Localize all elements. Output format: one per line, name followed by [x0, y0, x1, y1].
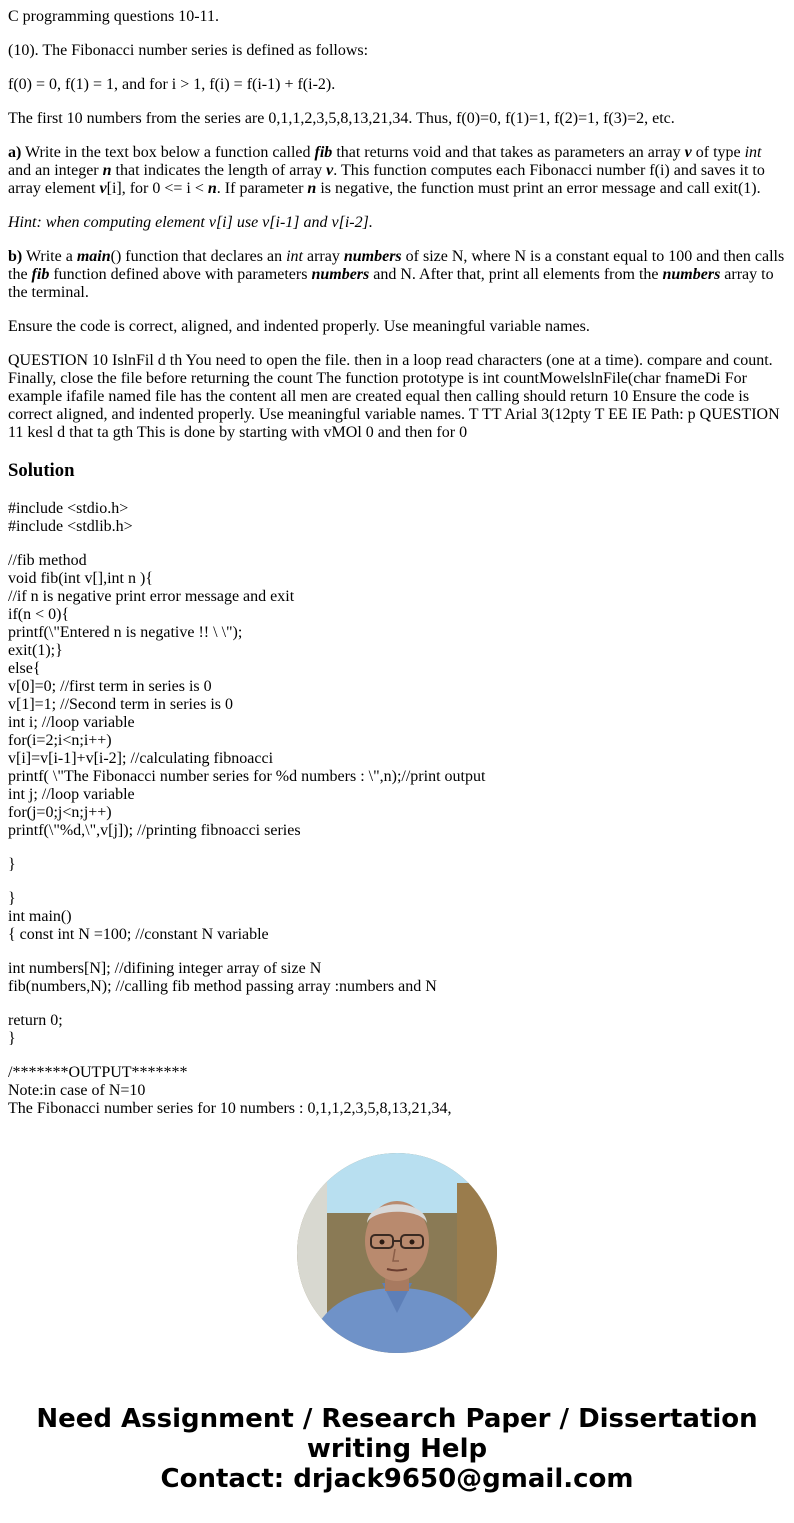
code-line: exit(1);}	[8, 642, 63, 659]
avatar	[297, 1153, 497, 1353]
question-intro: (10). The Fibonacci number series is defined as follows:	[8, 42, 369, 59]
code-line: }	[8, 856, 16, 873]
avatar-portrait-icon	[297, 1153, 497, 1353]
v-term: v	[326, 162, 334, 179]
ensure-paragraph: Ensure the code is correct, aligned, and indented properly. Use meaningful variable names.	[8, 318, 590, 335]
main-term: main	[76, 248, 111, 265]
part-a-text: that indicates the length of array	[111, 162, 327, 179]
code-line: The Fibonacci number series for 10 numbers : 0,1,1,2,3,5,8,13,21,34,	[8, 1100, 452, 1117]
code-line: printf( \"The Fibonacci number series for %d numbers : \",n);//print output	[8, 768, 486, 785]
hint-paragraph	[8, 214, 786, 232]
part-b-text: Write a	[22, 248, 77, 265]
code-line: for(j=0;j<n;j++)	[8, 804, 112, 821]
part-a-label: a)	[8, 144, 22, 161]
code-line: }	[8, 890, 16, 907]
part-b-text: array to the terminal.	[8, 266, 774, 301]
first-ten-numbers: The first 10 numbers from the series are 0,1,1,2,3,5,8,13,21,34. Thus, f(0)=0, f(1)=1, f(2)=1, f(3)=2, etc.	[8, 110, 675, 127]
part-b-label: b)	[8, 248, 23, 265]
fib-term: fib	[31, 266, 50, 283]
part-a-paragraph	[8, 144, 786, 198]
code-line: }	[8, 1030, 16, 1047]
code-line: int j; //loop variable	[8, 786, 135, 803]
code-line: if(n < 0){	[8, 606, 70, 623]
code-line	[8, 874, 786, 890]
part-a-text: Write in the text box below a function called	[21, 144, 315, 161]
part-b-text: of size N, where N is a constant equal to 100 and then calls the	[8, 248, 785, 283]
question-title: C programming questions 10-11.	[8, 8, 219, 25]
int-term: int	[286, 248, 303, 265]
code-line: #include <stdio.h>	[8, 500, 129, 517]
code-line: v[i]=v[i-1]+v[i-2]; //calculating fibnoacci	[8, 750, 274, 767]
part-a-text: of type	[691, 144, 745, 161]
code-line: //fib method	[8, 552, 87, 569]
part-a-text: [i], for 0 <= i <	[106, 180, 208, 197]
n-term: n	[102, 162, 112, 179]
part-a-text: and an integer	[8, 162, 103, 179]
solution-heading: Solution	[8, 460, 75, 481]
code-line: Note:in case of N=10	[8, 1082, 146, 1099]
code-line: printf(\"%d,\",v[j]); //printing fibnoacci series	[8, 822, 301, 839]
part-b-text: () function that declares an	[110, 248, 287, 265]
solution-code-block	[8, 500, 786, 1118]
numbers-term: numbers	[662, 266, 721, 283]
part-a-text: that returns void and that takes as parameters an array	[332, 144, 685, 161]
code-line: return 0;	[8, 1012, 63, 1029]
v-term: v	[99, 180, 107, 197]
code-line: else{	[8, 660, 41, 677]
code-line: int i; //loop variable	[8, 714, 135, 731]
numbers-term: numbers	[311, 266, 370, 283]
code-line: fib(numbers,N); //calling fib method passing array :numbers and N	[8, 978, 437, 995]
fibonacci-definition: f(0) = 0, f(1) = 1, and for i > 1, f(i) = f(i-1) + f(i-2).	[8, 76, 336, 93]
footer-banner	[0, 1404, 794, 1494]
part-b-text: function defined above with parameters	[49, 266, 312, 283]
code-line: //if n is negative print error message and exit	[8, 588, 295, 605]
fib-term: fib	[314, 144, 333, 161]
code-line: v[1]=1; //Second term in series is 0	[8, 696, 233, 713]
code-line: { const int N =100; //constant N variable	[8, 926, 269, 943]
code-line: v[0]=0; //first term in series is 0	[8, 678, 212, 695]
code-line	[8, 996, 786, 1012]
footer-help-text: Need Assignment / Research Paper / Dissertation writing Help	[36, 1404, 758, 1464]
part-a-text: is negative, the function must print an error message and call exit(1).	[316, 180, 761, 197]
code-line: void fib(int v[],int n ){	[8, 570, 153, 587]
int-term: int	[744, 144, 762, 161]
part-a-text: . If parameter	[216, 180, 308, 197]
code-line	[8, 944, 786, 960]
n-term: n	[307, 180, 317, 197]
ocr-question-block: QUESTION 10 IslnFil d th You need to open the file. then in a loop read characters (one at a time). compare and count. Finally, close the file before returning the count The function prototype is int countMowelslnFile(char fnameDi For example ifafile named file has the content all men are created equal then calling should return 10 Ensure the code is correct aligned, and indented properly. Use meaningful variable names. T TT Arial 3(12pty T EE IE Path: p QUESTION 11 kesl d that ta gth This is done by starting with vMOl 0 and then for 0	[8, 352, 780, 441]
part-b-paragraph	[8, 248, 786, 302]
code-line: /*******OUTPUT*******	[8, 1064, 188, 1081]
code-line: #include <stdlib.h>	[8, 518, 133, 535]
numbers-term: numbers	[343, 248, 402, 265]
code-line	[8, 1048, 786, 1064]
code-line	[8, 536, 786, 552]
code-line: printf(\"Entered n is negative !! \ \");	[8, 624, 243, 641]
part-b-text: array	[303, 248, 344, 265]
hint-text: Hint: when computing element v[i] use v[i-1] and v[i-2].	[8, 214, 373, 231]
part-b-text: and N. After that, print all elements from the	[369, 266, 663, 283]
n-term: n	[207, 180, 217, 197]
code-line	[8, 840, 786, 856]
part-a-text: . This function computes each Fibonacci number f(i) and saves it to array element	[8, 162, 765, 197]
document-page	[8, 8, 786, 1118]
v-term: v	[684, 144, 692, 161]
code-line: for(i=2;i<n;i++)	[8, 732, 112, 749]
footer-contact-text: Contact: drjack9650@gmail.com	[160, 1464, 634, 1494]
code-line: int numbers[N]; //difining integer array of size N	[8, 960, 322, 977]
code-line: int main()	[8, 908, 72, 925]
